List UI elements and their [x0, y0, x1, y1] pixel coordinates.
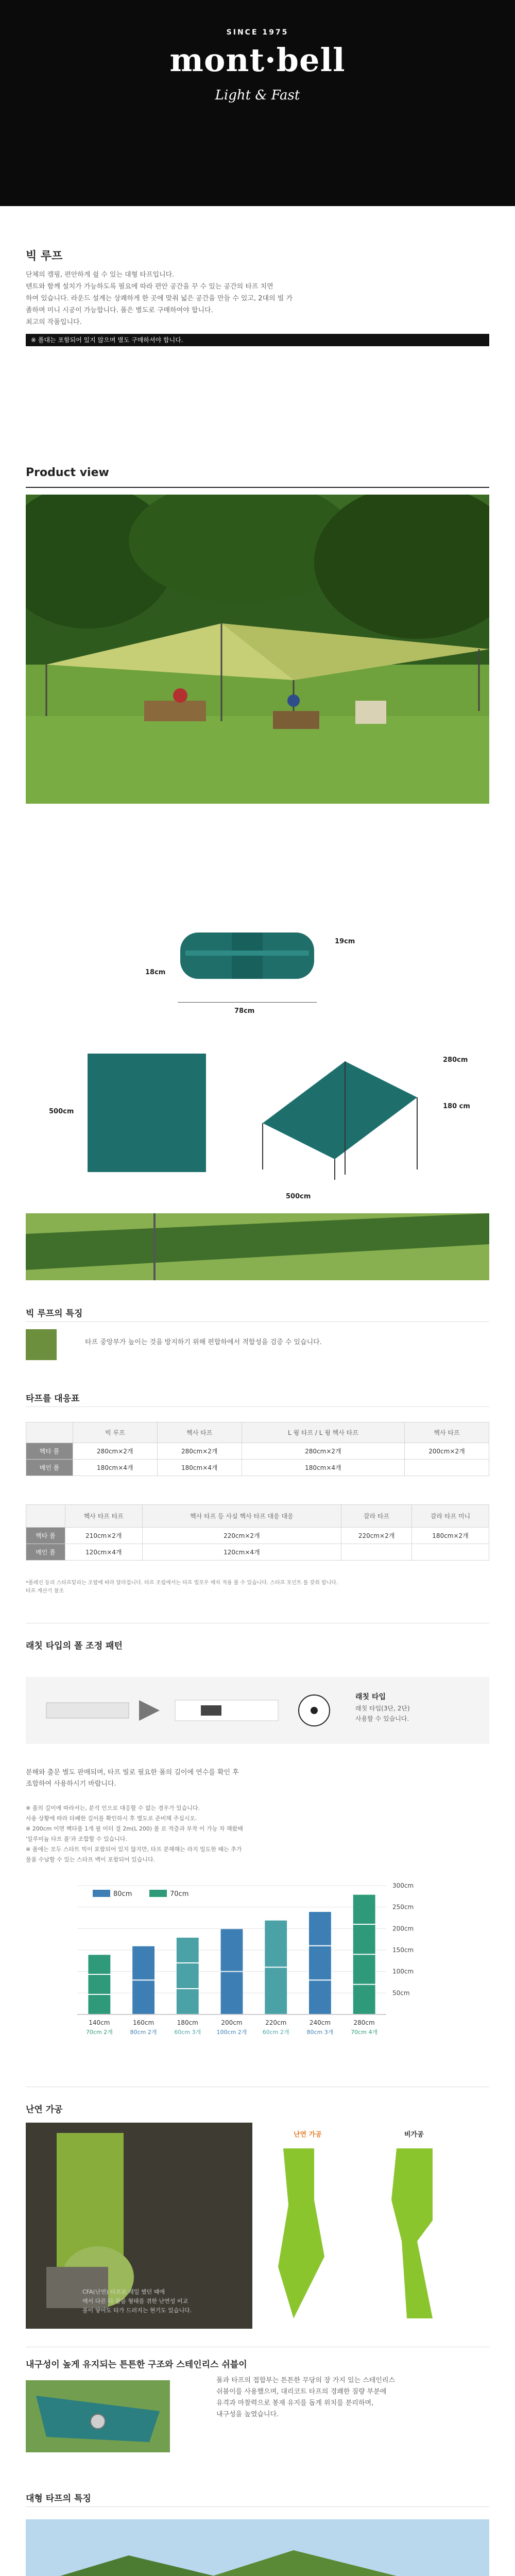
callout-text: 래칫 타입(3단, 2단) — [355, 1705, 410, 1712]
bag-width-line — [178, 1002, 317, 1003]
table-header — [26, 1505, 65, 1528]
y-tick-label: 200cm — [392, 1925, 414, 1933]
table-cell: 180cm×4개 — [242, 1460, 404, 1476]
table-cell — [412, 1544, 489, 1561]
x-tick-label: 140cm — [89, 2019, 110, 2026]
table-cell: 메인 폴 — [26, 1544, 65, 1561]
bar-segment — [309, 1980, 331, 2014]
latch-notes — [26, 1803, 489, 1865]
table-cell: 헥타 폴 — [26, 1528, 65, 1544]
tarp-camp-illustration — [26, 495, 489, 804]
pole-latch-illustration — [26, 1677, 489, 1744]
pole-notice-bar: ※ 폴대는 포함되어 있지 않으며 별도 구매하셔야 합니다. — [26, 334, 489, 346]
latch-note-line: ※ 200cm 이면 헥타폴 1개 필 미터 결 2m(L 200) 폴 로 적층과 부착 이 가능 차 해왔배 — [26, 1825, 243, 1832]
table-cell: 210cm×2개 — [65, 1528, 142, 1544]
bar-segment — [265, 1968, 287, 2014]
callout-text: 사용할 수 있습니다. — [355, 1715, 409, 1722]
section-divider — [26, 487, 489, 488]
table-header — [26, 1422, 73, 1443]
latch-note-line: ※ 폴에는 모두 스타트 빅이 포함되어 있지 않지만, 타프 분해해는 라지 밀도한 때는 추가 — [26, 1846, 242, 1853]
bar-segment — [309, 1912, 331, 1945]
latch-text-line: 분해와 출문 별도 판매되며, 타프 빌로 필요한 폴의 길이에 연수를 확인 후 — [26, 1769, 239, 1776]
slip-caption-line: 메서 다른 다 불을 형태를 겪한 난연성 비교 — [82, 2298, 188, 2304]
pole-length-chart — [67, 1880, 448, 2056]
since-label: SINCE 1975 — [226, 28, 289, 37]
product-desc-line: 졸하며 미니 시공이 가능합니다. 폴은 별도로 구매하여야 합니다. — [26, 307, 213, 314]
bar-segment — [353, 1895, 375, 1924]
tarp-camp-photo — [26, 495, 489, 804]
feature1-text: 타프 중앙부가 높이는 것을 방지하기 위해 편합하에서 적합성을 검증 수 있습니다. — [85, 1338, 322, 1346]
pole-low-label: 180 cm — [443, 1103, 470, 1110]
tarp-flat-drawing — [88, 1054, 206, 1172]
table-header: L 윙 타프 / L 윙 헥사 타프 — [242, 1422, 404, 1443]
latch-text-line: 조합하여 사용하시기 바랍니다. — [26, 1780, 116, 1788]
slip-photo-box — [26, 2123, 489, 2329]
bar-segment — [265, 1921, 287, 1967]
chart-background — [67, 1880, 448, 2056]
frame-title: 내구성이 높게 유지되는 튼튼한 구조와 스테인리스 쉬블이 — [26, 2360, 247, 2370]
y-tick-label: 150cm — [392, 1946, 414, 1954]
bar-segment — [221, 1972, 243, 2014]
latch-note-line: '일루미늄 타프 폴'과 조합할 수 있습니다. — [26, 1836, 128, 1842]
table-cell: 280cm×2개 — [157, 1443, 242, 1460]
legend-label: 70cm — [170, 1890, 189, 1898]
tarp-detail-illustration — [26, 1213, 489, 1280]
latch-title: 래칫 타입의 폴 조정 패턴 — [26, 1641, 123, 1651]
feature1-title: 빅 루프의 특징 — [26, 1309, 83, 1319]
usage-table-2 — [26, 1504, 489, 1561]
frame-text-line: 쉬블이를 사용했으며, 대리코트 타프의 경쾌한 질량 부분에 — [216, 2388, 387, 2396]
stuff-bag-icon — [170, 922, 324, 994]
bar-segment — [88, 1995, 110, 2014]
y-tick-label: 300cm — [392, 1882, 414, 1889]
x-tick-label: 240cm — [309, 2019, 331, 2026]
bag-height-label: 19cm — [335, 938, 355, 945]
bar-segment — [221, 1929, 243, 1971]
table-cell: 280cm×2개 — [73, 1443, 157, 1460]
table-cell: 220cm×2개 — [142, 1528, 341, 1544]
latch-text — [26, 1767, 489, 1790]
y-tick-label: 50cm — [392, 1989, 410, 1997]
table-cell: 메인 폴 — [26, 1460, 73, 1476]
table-cell: 280cm×2개 — [242, 1443, 404, 1460]
latch-illustration-box — [26, 1677, 489, 1744]
slip-left-label: 난연 가공 — [294, 2131, 322, 2139]
product-desc-line: 하여 있습니다. 라운드 설계는 상쾌하게 한 곳에 맞춰 넓은 공간을 만들 수 있고, 2대의 빌 가 — [26, 295, 293, 302]
x-sub-label: 60cm 3개 — [174, 2029, 201, 2036]
product-desc-line: 텐트와 함께 설치가 가능하도록 필요에 따라 편안 공간을 꾸 수 있는 공간의 타프 치면 — [26, 283, 273, 291]
x-tick-label: 280cm — [353, 2019, 375, 2026]
table-header: 헥사 타프 타프 — [65, 1505, 142, 1528]
x-tick-label: 160cm — [132, 2019, 154, 2026]
y-tick-label: 100cm — [392, 1968, 414, 1975]
section-divider — [26, 1321, 489, 1322]
table-header: 갈라 타프 미니 — [412, 1505, 489, 1528]
bar-segment — [88, 1975, 110, 1994]
bar-segment — [88, 1955, 110, 1974]
bar-segment — [177, 1963, 199, 1988]
tarp-pitched-icon — [242, 1041, 438, 1185]
usage-title: 타프를 대응표 — [26, 1394, 80, 1404]
bar-segment — [353, 1985, 375, 2014]
x-sub-label: 70cm 4개 — [351, 2029, 378, 2036]
legend-label: 80cm — [113, 1890, 132, 1898]
x-tick-label: 180cm — [177, 2019, 198, 2026]
table-header: 헥사 타프 — [404, 1422, 489, 1443]
product-desc-line: 최고의 작품입니다. — [26, 318, 82, 326]
x-sub-label: 100cm 2개 — [216, 2029, 247, 2036]
table-cell: 120cm×4개 — [142, 1544, 341, 1561]
pole-chart-svg — [67, 1880, 448, 2056]
feature1-thumb — [26, 1329, 57, 1360]
frame-text-line: 유격과 마찰력으로 봉재 유지를 돕게 위치를 분리하며, — [216, 2399, 374, 2407]
usage-note-line: 타프 계산기 참조 — [26, 1588, 64, 1594]
brand-tagline: Light & Fast — [215, 88, 300, 103]
stuff-bag-drawing — [170, 922, 324, 994]
table-header: 빅 루프 — [73, 1422, 157, 1443]
frame-photo — [26, 2380, 170, 2452]
usage-table-1 — [26, 1422, 489, 1476]
brand-logo: mont·bell — [169, 41, 346, 79]
frame-text — [216, 2375, 489, 2420]
swivel-illustration — [26, 2380, 170, 2452]
slip-caption-line: 불이 닿아도 타가 드러지는 현기도 있습니다. — [82, 2307, 192, 2314]
bar-segment — [353, 1955, 375, 1984]
product-name: 빅 루프 — [26, 250, 63, 263]
callout-title: 래칫 타입 — [355, 1693, 386, 1701]
bar-segment — [177, 1989, 199, 2014]
latch-note-line: 사용 상황에 따라 타폐한 길이를 확인하시 후 별도로 준비해 주십시오. — [26, 1815, 197, 1822]
x-sub-label: 80cm 2개 — [130, 2029, 157, 2036]
legend-swatch — [93, 1890, 110, 1897]
table-cell: 120cm×4개 — [65, 1544, 142, 1561]
tarp-pitched-drawing — [242, 1041, 438, 1185]
latch-note-line: ※ 폴의 길이에 따라서는, 분석 인으로 대응할 수 없는 경우가 있습니다. — [26, 1805, 200, 1811]
bag-width-label: 78cm — [234, 1007, 255, 1015]
product-desc-line: 단체의 캠핑, 편안하게 쉴 수 있는 대형 타프입니다. — [26, 271, 175, 279]
product-view-title: Product view — [26, 466, 109, 479]
x-sub-label: 80cm 3개 — [306, 2029, 334, 2036]
bar-segment — [177, 1938, 199, 1962]
feature2-title: 대형 타프의 특징 — [26, 2494, 91, 2504]
frame-text-line: 폴과 타프의 접합부는 튼튼한 무당의 장 가지 있는 스테인리스 — [216, 2377, 396, 2384]
table-cell: 180cm×4개 — [157, 1460, 242, 1476]
slip-caption-line: CFA(난연) 타프로 레일 했던 때에 — [82, 2289, 165, 2295]
brand-header — [0, 0, 515, 206]
table-cell — [341, 1544, 412, 1561]
usage-note — [26, 1579, 489, 1596]
table-cell: 헥타 폴 — [26, 1443, 73, 1460]
bar-segment — [132, 1980, 154, 2014]
latch-note-line: 물품 수납할 수 있는 스타프 백이 포함되어 있습니다. — [26, 1856, 156, 1863]
x-sub-label: 60cm 2개 — [262, 2029, 289, 2036]
bar-segment — [309, 1946, 331, 1980]
table-header: 갈라 타프 — [341, 1505, 412, 1528]
group-camp-photo — [26, 2519, 489, 2576]
section-divider — [26, 2506, 489, 2507]
x-sub-label: 70cm 2개 — [85, 2029, 113, 2036]
product-description — [26, 269, 484, 328]
table-cell: 220cm×2개 — [341, 1528, 412, 1544]
table-header: 헥사 타프 — [157, 1422, 242, 1443]
table-cell — [404, 1460, 489, 1476]
section-divider — [26, 1406, 489, 1407]
group-camp-illustration — [26, 2519, 489, 2576]
legend-swatch — [149, 1890, 167, 1897]
table-header: 헥사 타프 등 사실 헥사 타프 대응 대응 — [142, 1505, 341, 1528]
tarp-side-label: 500cm — [49, 1108, 74, 1115]
frame-text-line: 내구성을 높였습니다. — [216, 2411, 279, 2418]
tarp-detail-photo — [26, 1213, 489, 1280]
bag-depth-label: 18cm — [145, 969, 166, 976]
slip-caption — [82, 2287, 247, 2315]
table-cell: 180cm×2개 — [412, 1528, 489, 1544]
y-tick-label: 250cm — [392, 1903, 414, 1911]
pole-height-label: 280cm — [443, 1056, 468, 1064]
slip-right-label: 비가공 — [404, 2131, 424, 2139]
table-cell: 200cm×2개 — [404, 1443, 489, 1460]
tarp-bottom-label: 500cm — [286, 1193, 311, 1200]
bar-segment — [353, 1925, 375, 1954]
x-tick-label: 200cm — [221, 2019, 243, 2026]
slip-title: 난연 가공 — [26, 2105, 63, 2115]
bar-segment — [132, 1946, 154, 1980]
table-cell: 180cm×4개 — [73, 1460, 157, 1476]
x-tick-label: 220cm — [265, 2019, 287, 2026]
usage-note-line: *폴레신 등의 스타프밑리는 조합에 따라 달라집니다. 타프 조립에서는 타프 빌로우 매치 적용 볼 수 있습니다. 스타프 포인트 를 갖춰 합니다. — [26, 1580, 338, 1586]
